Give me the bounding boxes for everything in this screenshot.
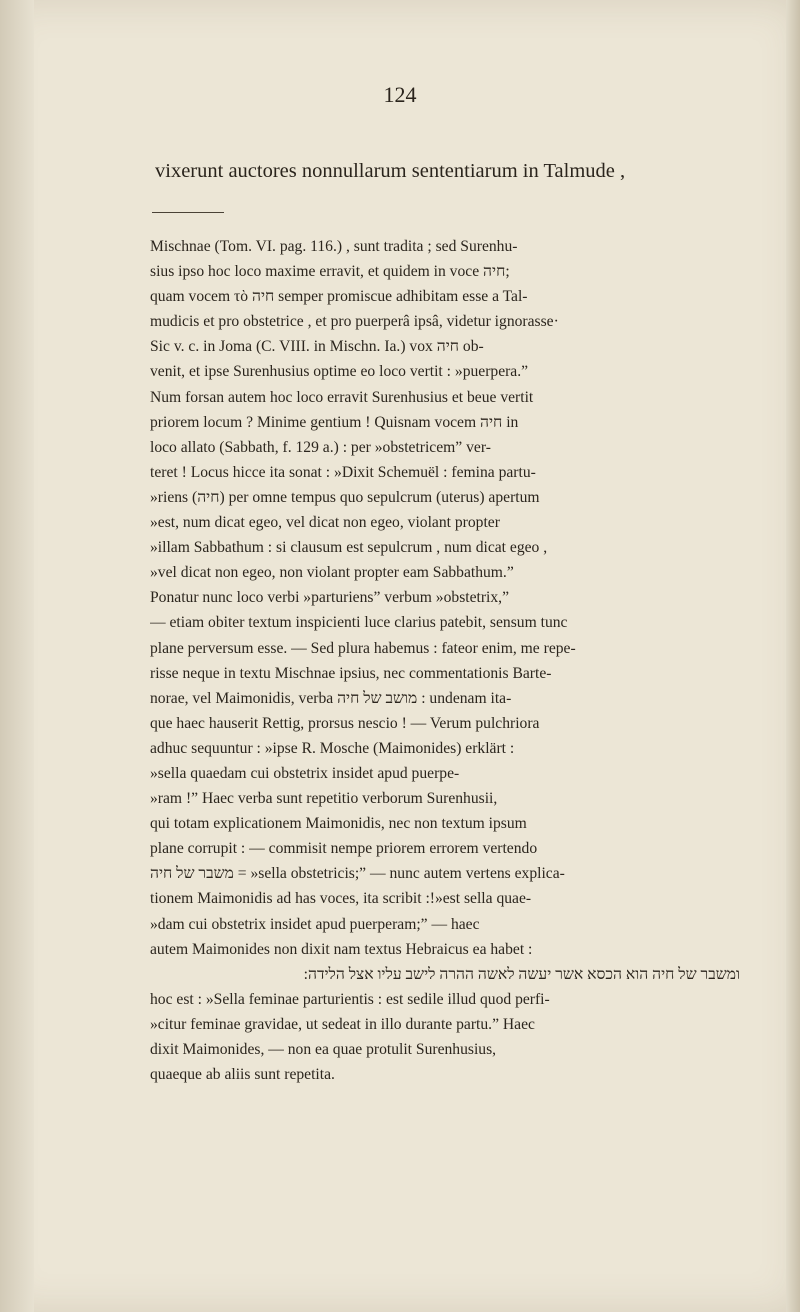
footnote-line: Mischnae (Tom. VI. pag. 116.) , sunt tradita ; sed Surenhu- [150, 238, 518, 255]
footnote-line: tionem Maimonidis ad has voces, ita scribit :!»est sella quae- [150, 890, 532, 908]
footnote-line: quaeque ab aliis sunt repetita. [150, 1066, 335, 1084]
footnote-line: Num forsan autem hoc loco erravit Surenhusius et beue vertit [150, 388, 534, 406]
main-text-continuation: vixerunt auctores nonnullarum sententiarum in Talmude , [155, 160, 626, 182]
footnote-line: que haec hauserit Rettig, prorsus nescio ! — Verum pulchriora [150, 714, 540, 732]
footnote-line: mudicis et pro obstetrice , et pro puerperâ ipsâ, videtur ignorasse· [150, 313, 559, 331]
hebrew-quote-line: ומשבר של חיה הוא הכסא אשר יעשה לאשה ההרה לישב עליו אצל הלידה: [303, 965, 740, 983]
footnote-line: »est, num dicat egeo, vel dicat non egeo, violant propter [150, 514, 500, 532]
footnote-divider [152, 212, 224, 213]
footnote-line: »citur feminae gravidae, ut sedeat in illo durante partu.” Haec [150, 1015, 535, 1033]
footnote-line: autem Maimonides non dixit nam textus Hebraicus ea habet : [150, 940, 533, 958]
footnote-line: »riens (חיה) per omne tempus quo sepulcrum (uterus) apertum [150, 488, 540, 506]
footnote-line: norae, vel Maimonidis, verba מושב של חיה : undenam ita- [150, 689, 512, 707]
footnote-line: Sic v. c. in Joma (C. VIII. in Mischn. Ia.) vox חיה ob- [150, 338, 484, 356]
footnote-line: plane perversum esse. — Sed plura habemus : fateor enim, me repe- [150, 639, 576, 657]
footnote-line: »dam cui obstetrix insidet apud puerperam;” — haec [150, 915, 480, 933]
page-number: 124 [383, 82, 417, 107]
footnote-line: venit, et ipse Surenhusius optime eo loco vertit : »puerpera.” [150, 363, 529, 381]
footnote-line: »ram !” Haec verba sunt repetitio verborum Surenhusii, [150, 790, 498, 808]
footnote-line: Ponatur nunc loco verbi »parturiens” verbum »obstetrix,” [150, 589, 509, 607]
footnote-line: priorem locum ? Minime gentium ! Quisnam vocem חיה in [150, 413, 519, 431]
footnote-line: risse neque in textu Mischnae ipsius, nec commentationis Barte- [150, 664, 552, 682]
footnote-line: qui totam explicationem Maimonidis, nec non textum ipsum [150, 815, 527, 833]
footnote-line: plane corrupit : — commisit nempe priorem errorem vertendo [150, 840, 538, 858]
footnote-line: »illam Sabbathum : si clausum est sepulcrum , num dicat egeo , [150, 539, 548, 557]
footnote-line: adhuc sequuntur : »ipse R. Mosche (Maimonides) erklärt : [150, 739, 515, 757]
footnote-line: quam vocem τὸ חיה semper promiscue adhibitam esse a Tal- [150, 288, 528, 306]
footnote-line: dixit Maimonides, — non ea quae protulit Surenhusius, [150, 1041, 497, 1058]
footnote-line: hoc est : »Sella feminae parturientis : est sedile illud quod perfi- [150, 990, 550, 1008]
footnote-line: loco allato (Sabbath, f. 129 a.) : per »obstetricem” ver- [150, 438, 491, 456]
page-left-edge [0, 0, 34, 1312]
footnote-line: — etiam obiter textum inspicienti luce clarius patebit, sensum tunc [150, 614, 568, 632]
footnote-line: sius ipso hoc loco maxime erravit, et quidem in voce חיה; [150, 263, 510, 281]
footnote-line: משבר של חיה = »sella obstetricis;” — nunc autem vertens explica- [150, 865, 565, 883]
footnote-line: »vel dicat non egeo, non violant propter eam Sabbathum.” [150, 564, 514, 582]
footnote-line: teret ! Locus hicce ita sonat : »Dixit Schemuël : femina partu- [150, 463, 536, 481]
page-right-edge [786, 0, 800, 1312]
footnote-block [150, 234, 740, 1087]
footnote-line: »sella quaedam cui obstetrix insidet apud puerpe- [150, 764, 460, 782]
